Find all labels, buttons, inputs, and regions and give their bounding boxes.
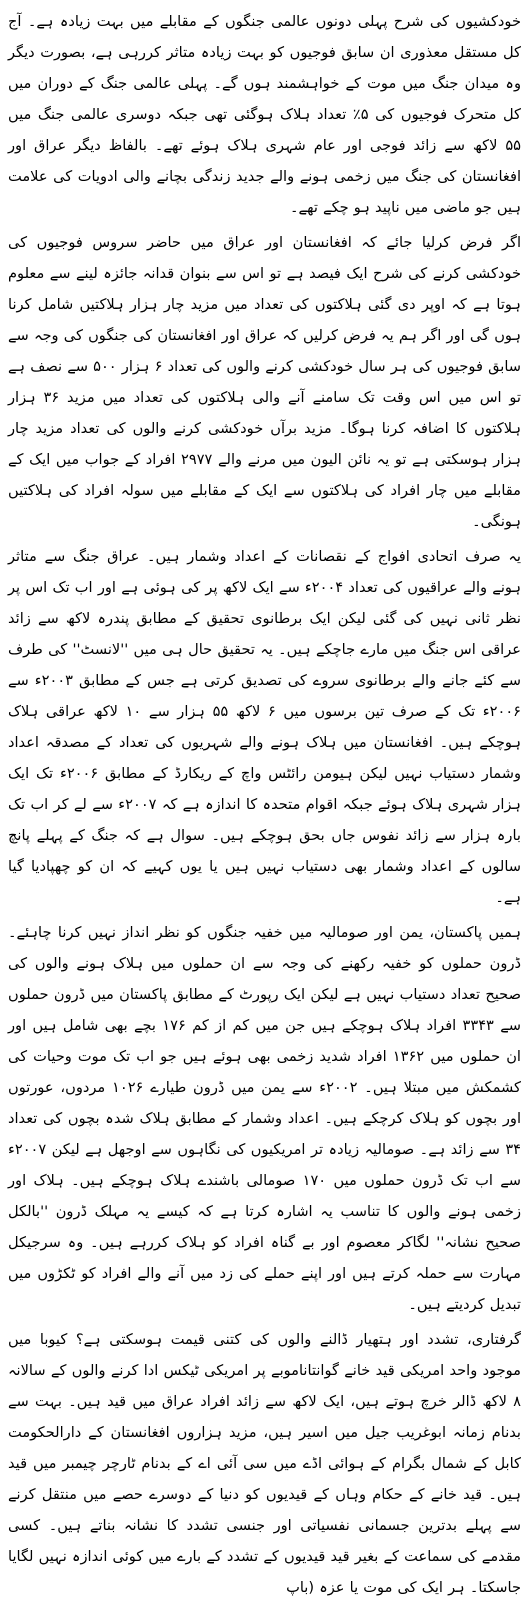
paragraph-suicide-estimates: اگر فرض کرلیا جائے کہ افغانستان اور عراق میں حاضر سروس فوجیوں کی خودکشی کرنے کی شرح ایک فیصد ہے تو اس سے بنوان قدانہ جائزہ لینے سے معلوم ہوتا ہے کہ اوپر دی گئی ہلاکتوں کی تعداد میں مزید چار ہزار ہلاکتیں شامل کرنا ہوں گی اور اگر ہم یہ فرض کرلیں کہ عراق اور افغانستان کی جنگوں کی وجہ سے سابق فوجیوں کی ہر سال خودکشی کرنے والوں کی تعداد ۶ ہزار ۵۰۰ سے نصف ہے تو اس میں اس وقت تک سامنے آنے والی ہلاکتوں کی تعداد میں مزید ۳۶ ہزار ہلاکتوں کا اضافہ کرنا ہوگا۔ مزید برآں خودکشی کرنے والوں کی تعداد مزید چار ہزار ہوسکتی ہے تو یہ نائن الیون میں مرنے والے ۲۹۷۷ افراد کے جواب میں ایک کے مقابلے میں چار افراد کی ہلاکتوں سے ایک کے مقابلے میں سولہ افراد کی ہلاکتیں ہونگی۔ [8, 234, 521, 530]
paragraph-detention-costs: گرفتاری، تشدد اور ہتھیار ڈالنے والوں کی کتنی قیمت ہوسکتی ہے؟ کیوبا میں موجود واحد امریکی قید خانے گوانتاناموبے پر امریکی ٹیکس ادا کرنے والوں کے سالانہ ۸ لاکھ ڈالر خرچ ہوتے ہیں، ایک لاکھ سے زائد افراد عراق میں قید ہیں۔ بہت سے بدنام زمانہ ابوغریب جیل میں اسیر ہیں، مزید ہزاروں افغانستان کے دارالحکومت کابل کے شمال بگرام کے ہوائی اڈے میں سی آئی اے کے بدنام ٹارچر چیمبر میں قید ہیں۔ قید خانے کے حکام وہاں کے قیدیوں کو دنیا کے دوسرے حصے میں منتقل کرنے سے پہلے بدترین جسمانی نفسیاتی اور جنسی تشدد کا نشانہ بناتے ہیں۔ کسی مقدمے کی سماعت کے بغیر قید قیدیوں کے تشدد کے بارے میں کوئی اندازہ نہیں لگایا جاسکتا۔ ہر ایک کی موت یا عزہ (باپ [8, 1331, 521, 1596]
paragraph-drone-wars: ہمیں پاکستان، یمن اور صومالیہ میں خفیہ جنگوں کو نظر انداز نہیں کرنا چاہئے۔ ڈرون حملوں کو خفیہ رکھنے کی وجہ سے ان حملوں میں ہلاک ہونے والوں کی صحیح تعداد دستیاب نہیں ہے لیکن ایک رپورٹ کے مطابق پاکستان میں ڈرون حملوں سے ۳۳۴۳ افراد ہلاک ہوچکے ہیں جن میں کم از کم ۱۷۶ بچے بھی شامل ہیں اور ان حملوں میں ۱۳۶۲ افراد شدید زخمی بھی ہوئے ہیں جو اب تک موت وحیات کی کشمکش میں مبتلا ہیں۔ ۲۰۰۲ء سے یمن میں ڈرون طیارے ۱۰۲۶ مردوں، عورتوں اور بچوں کو ہلاک کرچکے ہیں۔ اعداد وشمار کے مطابق ہلاک شدہ بچوں کی تعداد ۳۴ سے زائد ہے۔ صومالیہ زیادہ تر امریکیوں کی نگاہوں سے اوجھل ہے لیکن ۲۰۰۷ء سے اب تک ڈرون حملوں میں ۱۷۰ صومالی باشندے ہلاک ہوچکے ہیں۔ ہلاک اور زخمی ہونے والوں کا تناسب یہ اشارہ کرتا ہے کہ کیسے یہ مہلک ڈرون ''بالکل صحیح نشانہ'' لگاکر معصوم اور بے گناہ افراد کو ہلاک کررہے ہیں۔ وہ سرجیکل مہارت سے حملہ کرتے ہیں اور اپنے حملے کی زد میں آنے والے افراد کو ٹکڑوں میں تبدیل کردیتے ہیں۔ [8, 924, 522, 1313]
paragraph-civilian-casualties: یہ صرف اتحادی افواج کے نقصانات کے اعداد وشمار ہیں۔ عراق جنگ سے متاثر ہونے والے عراقیوں کی تعداد ۲۰۰۴ء سے ایک لاکھ پر کی ہوئی ہے اور اب تک اس پر نظر ثانی نہیں کی گئی لیکن ایک برطانوی تحقیق کے مطابق پندرہ لاکھ سے زائد عراقی اس جنگ میں مارے جاچکے ہیں۔ یہ تحقیق حال ہی میں ''لانسٹ'' کی طرف سے کئے جانے والے برطانوی سروے کی تصدیق کرتی ہے جس کے مطابق ۲۰۰۳ء سے ۲۰۰۶ء تک کے صرف تین برسوں میں ۶ لاکھ ۵۵ ہزار سے ۱۰ لاکھ عراقی ہلاک ہوچکے ہیں۔ افغانستان میں ہلاک ہونے والے شہریوں کی تعداد کے مصدقہ اعداد وشمار دستیاب نہیں لیکن ہیومن رائٹس واچ کے ریکارڈ کے مطابق ۲۰۰۶ء تک ایک ہزار شہری ہلاک ہوئے جبکہ اقوام متحدہ کا اندازہ ہے کہ ۲۰۰۷ء سے لے کر اب تک بارہ ہزار سے زائد نفوس جاں بحق ہوچکے ہیں۔ سوال ہے کہ جنگ کے پہلے پانچ سالوں کے اعداد وشمار بھی دستیاب نہیں ہیں یا یوں کہیے کہ ان کو چھپادیا گیا ہے۔ [8, 548, 521, 906]
paragraph-suicide-rates: خودکشیوں کی شرح پہلی دونوں عالمی جنگوں کے مقابلے میں بہت زیادہ ہے۔ آج کل مستقل معذوری ان سابق فوجیوں کو بہت زیادہ متاثر کررہی ہے، بصورت دیگر وہ میدان جنگ میں موت کے خواہشمند ہوں گے۔ پہلی عالمی جنگ کے دوران میں کل متحرک فوجیوں کی ۵٪ تعداد ہلاک ہوگئی تھی جبکہ دوسری عالمی جنگ میں ۵۵ لاکھ سے زائد فوجی اور عام شہری ہلاک ہوئے تھے۔ بالفاظ دیگر عراق اور افغانستان کی جنگ میں زخمی ہونے والے جدید زندگی بچانے والی ادویات کی علامت ہیں جو ماضی میں ناپید ہو چکے تھے۔ [8, 13, 521, 216]
